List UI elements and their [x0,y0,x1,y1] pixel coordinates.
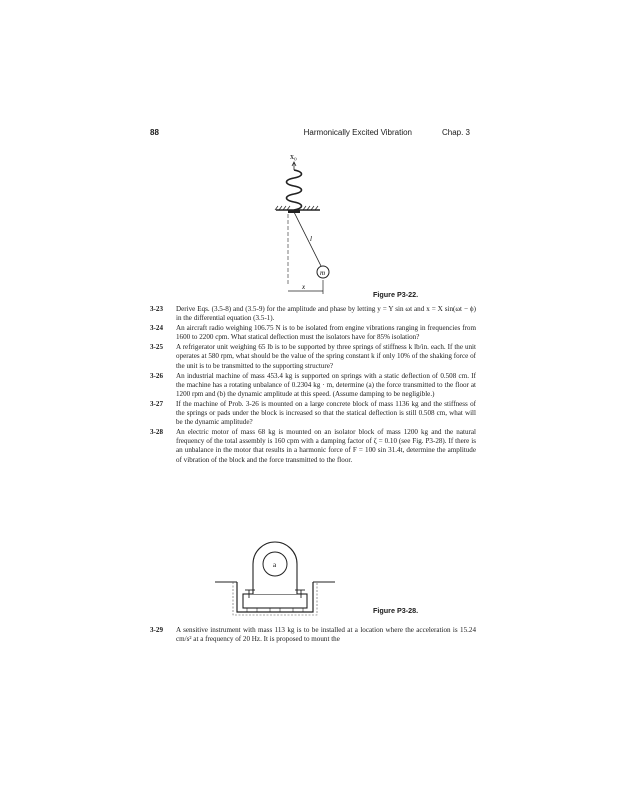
length-label: l [310,235,312,243]
problem-item [150,400,476,427]
problem-list-continued [150,626,476,645]
figure-p3-28 [215,538,335,616]
problem-text: A refrigerator unit weighing 65 lb is to be supported by three springs of stiffness k lb/in. each. If the unit operates at 580 rpm, what should be the value of the spring constant k if only 10% of the shaking force of the unit is to be transmitted to the supporting structure? [176,343,476,370]
problem-number: 3-28 [150,428,164,437]
chapter-title: Harmonically Excited Vibration [303,128,412,137]
problem-number: 3-29 [150,626,164,634]
motor-label: a [273,561,277,569]
problem-text: An aircraft radio weighing 106.75 N is to be isolated from engine vibrations ranging in frequencies from 1600 to 2200 cpm. What statical deflection must the isolators have for 85% isolation? [176,324,476,342]
problem-number: 3-23 [150,305,164,313]
problem-number: 3-26 [150,371,164,380]
problem-list [150,305,476,466]
x-label: x [302,283,306,291]
figure-p3-22 [250,148,360,300]
mass-label: m [320,269,326,277]
x0-label: x₀ [290,152,297,161]
figure-p3-22-caption: Figure P3-22. [373,290,419,299]
support-spring [287,170,302,210]
problem-number: 3-27 [150,399,164,408]
pendulum-rod [294,212,322,268]
problem-number: 3-24 [150,324,164,333]
problem-text: An electric motor of mass 68 kg is mounted on an isolator block of mass 1200 kg and the natural frequency of the total assembly is 160 cpm with a damping factor of ζ = 0.10 (see Fig. P3-28). If there is an unbalance in the motor that results in a harmonic force of F = 100 sin 31.4t, determine the amplitude of vibration of the block and the force transmitted to the floor. [176,428,476,464]
problem-item [150,324,476,342]
problem-text: A sensitive instrument with mass 113 kg is to be installed at a location where the acceleration is 15.24 cm/s² at a frequency of 20 Hz. It is proposed to mount the [176,626,476,644]
chapter-label: Chap. 3 [441,128,470,137]
figure-p3-28-caption: Figure P3-28. [373,606,419,615]
isolator-block [243,594,307,608]
page-header [150,128,470,142]
problem-number: 3-25 [150,343,164,352]
problem-text: If the machine of Prob. 3-26 is mounted on a large concrete block of mass 1136 kg and the stiffness of the springs or pads under the block is increased so that the statical deflection is still 0.508 cm, what will be the dynamic amplitude? [176,399,476,427]
problem-item [150,305,476,323]
page-number: 88 [150,128,159,137]
problem-item [150,343,476,370]
problem-item [150,626,476,644]
problem-item [150,372,476,399]
problem-text: Derive Eqs. (3.5-8) and (3.5-9) for the amplitude and phase by letting y = Y sin ωt and x = X sin(ωt − ϕ) in the differential equation (3.5-1). [176,305,476,323]
problem-text: An industrial machine of mass 453.4 kg is supported on springs with a static deflection of 0.508 cm. If the machine has a rotating unbalance of 0.2304 kg · m, determine (a) the force transmitted to the floor at 1200 rpm and (b) the dynamic amplitude at this speed. (Assume damping to be negligible.) [176,371,476,398]
problem-item [150,428,476,464]
